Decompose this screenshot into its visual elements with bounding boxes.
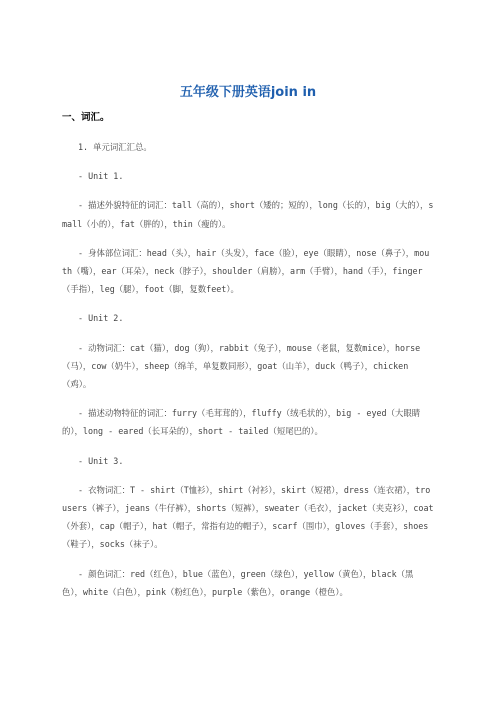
section-heading: 一、词汇。 (62, 112, 110, 123)
paragraph-unit3-heading: - Unit 3. (78, 455, 124, 466)
paragraph-color-words: - 颜色词汇：red（红色），blue（蓝色），green（绿色），yellow（黄色），black（黑色），white（白色），pink（粉红色），purple（紫色），orange（橙色）。 (62, 568, 414, 597)
paragraph-animal-words: - 动物词汇：cat（猫），dog（狗），rabbit（兔子），mouse（老鼠，复数mice），horse（马），cow（奶牛），sheep（绵羊，单复数同形），goat（山羊），duck（鸭子），chicken（鸡）。 (62, 342, 421, 390)
document-body (62, 138, 434, 612)
document-title: 五年级下册英语join in (179, 85, 317, 100)
paragraph-appearance-words: - 描述外貌特征的词汇：tall（高的），short（矮的；短的），long（长的），big（大的），small（小的），fat（胖的），thin（瘦的）。 (62, 200, 434, 229)
paragraph-animal-features-words: - 描述动物特征的词汇：furry（毛茸茸的），fluffy（绒毛状的），big - eyed（大眼睛的），long - eared（长耳朵的），short - tailed（短尾巴的）。 (62, 408, 421, 437)
paragraph-intro: 1. 单元词汇汇总。 (78, 142, 152, 152)
paragraph-unit1-heading: - Unit 1. (78, 171, 124, 182)
paragraph-unit2-heading: - Unit 2. (78, 313, 124, 324)
paragraph-clothing-words: - 衣物词汇：T - shirt（T恤衫），shirt（衬衫），skirt（短裙），dress（连衣裙），trousers（裤子），jeans（牛仔裤），shorts（短裤），sweater（毛衣），jacket（夹克衫），coat（外套），cap（帽子），hat（帽子，常指有边的帽子），scarf（围巾），gloves（手套），shoes（鞋子），socks（袜子）。 (62, 484, 434, 550)
paragraph-body-parts-words: - 身体部位词汇：head（头），hair（头发），face（脸），eye（眼睛），nose（鼻子），mouth（嘴），ear（耳朵），neck（脖子），shoulder（肩膀），arm（手臂），hand（手），finger（手指），leg（腿），foot（脚，复数feet）。 (62, 247, 430, 295)
